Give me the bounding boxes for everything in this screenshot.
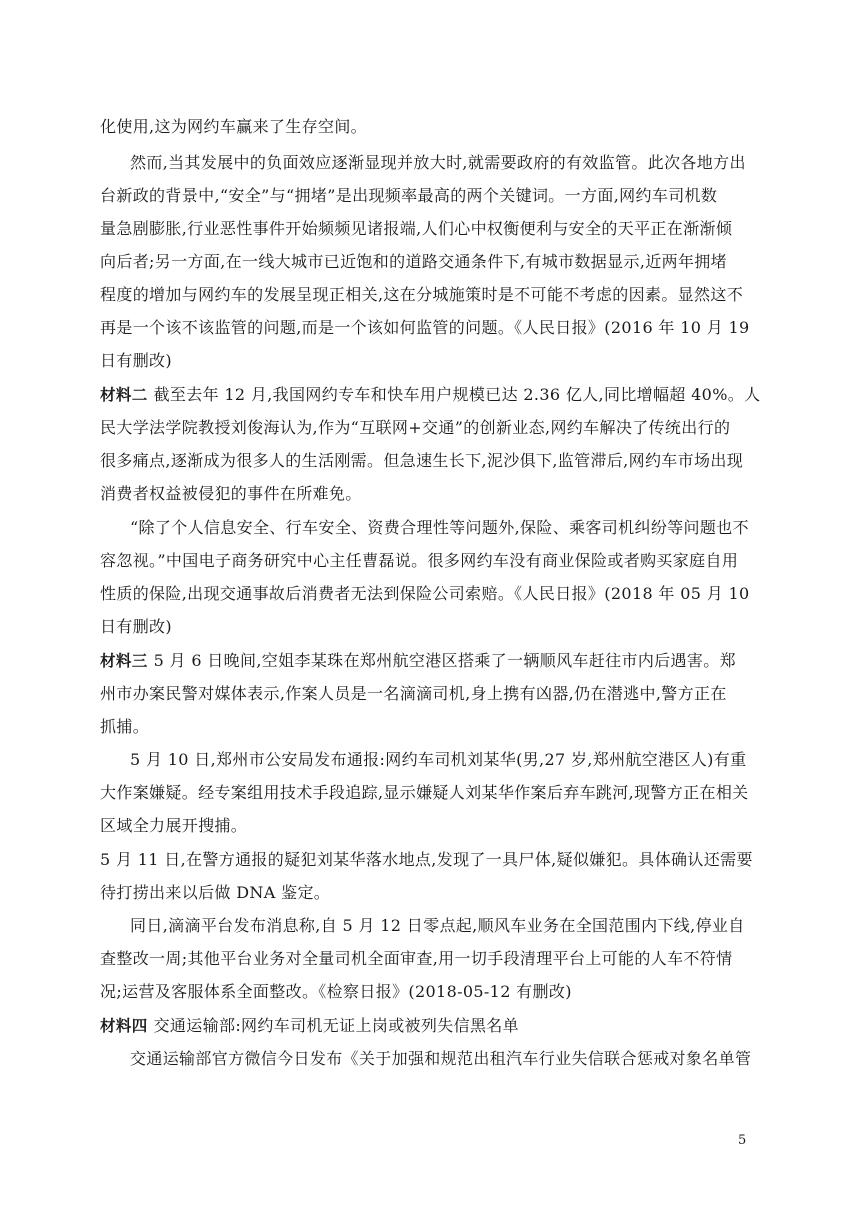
text-line: 大作案嫌疑。经专案组用技术手段追踪,显示嫌疑人刘某华作案后弃车跳河,现警方正在相关	[100, 783, 749, 802]
text-line: 化使用,这为网约车赢来了生存空间。	[100, 117, 368, 136]
text-line: 日有删改)	[100, 351, 172, 370]
text-line: 很多痛点,逐渐成为很多人的生活刚需。但急速生长下,泥沙俱下,监管滞后,网约车市场出现	[100, 451, 744, 470]
text-line: 日有删改)	[100, 617, 172, 636]
material-heading-4: 材料四 交通运输部:网约车司机无证上岗或被列失信黑名单	[100, 1016, 520, 1035]
text-line: 区域全力展开搜捕。	[100, 816, 248, 835]
page-number: 5	[738, 1133, 747, 1148]
material-label: 材料四	[100, 1017, 148, 1035]
material-heading-3: 材料三 5 月 6 日晚间,空姐李某珠在郑州航空港区搭乘了一辆顺风车赶往市内后遇害。郑	[100, 651, 736, 670]
text-line: “除了个人信息安全、行车安全、资费合理性等问题外,保险、乘客司机纠纷等问题也不	[130, 518, 749, 537]
text-line: 待打捞出来以后做 DNA 鉴定。	[100, 883, 331, 902]
text-line: 消费者权益被侵犯的事件在所难免。	[100, 484, 362, 503]
text-line: 台新政的背景中,“安全”与“拥堵”是出现频率最高的两个关键词。一方面,网约车司机数	[100, 186, 718, 205]
text-line: 再是一个该不该监管的问题,而是一个该如何监管的问题。《人民日报》(2016 年 10 月 19	[100, 318, 750, 337]
text-line: 查整改一周;其他平台业务对全量司机全面审查,用一切手段清理平台上可能的人车不符情	[100, 949, 733, 968]
text-line: 向后者;另一方面,在一线大城市已近饱和的道路交通条件下,有城市数据显示,近两年拥堵	[100, 252, 727, 271]
text-line: 民大学法学院教授刘俊海认为,作为“互联网+交通”的创新业态,网约车解决了传统出行的	[100, 418, 731, 437]
text-line: 性质的保险,出现交通事故后消费者无法到保险公司索赔。《人民日报》(2018 年 05 月 10	[100, 584, 750, 603]
text-line: 抓捕。	[100, 717, 150, 736]
material-label: 材料二	[100, 386, 148, 404]
text-line: 容忽视。”中国电子商务研究中心主任曹磊说。很多网约车没有商业保险或者购买家庭自用	[100, 551, 739, 570]
text-line: 然而,当其发展中的负面效应逐渐显现并放大时,就需要政府的有效监管。此次各地方出	[130, 153, 746, 172]
text-line: 州市办案民警对媒体表示,作案人员是一名滴滴司机,身上携有凶器,仍在潜逃中,警方正在	[100, 684, 727, 703]
text-line: 5 月 10 日,郑州市公安局发布通报:网约车司机刘某华(男,27 岁,郑州航空港区人)有重	[130, 750, 747, 769]
material-label: 材料三	[100, 652, 148, 670]
material-heading-2: 材料二 截至去年 12 月,我国网约专车和快车用户规模已达 2.36 亿人,同比增幅超 40%。人	[100, 385, 761, 404]
text-line: 况;运营及客服体系全面整改。《检察日报》(2018-05-12 有删改)	[100, 982, 572, 1001]
text-line: 交通运输部官方微信今日发布《关于加强和规范出租汽车行业失信联合惩戒对象名单管	[130, 1049, 752, 1068]
text-line: 5 月 11 日,在警方通报的疑犯刘某华落水地点,发现了一具尸体,疑似嫌犯。具体确认还需要	[100, 850, 753, 869]
text-line: 同日,滴滴平台发布消息称,自 5 月 12 日零点起,顺风车业务在全国范围内下线,停业自	[130, 916, 745, 935]
text-line: 程度的增加与网约车的发展呈现正相关,这在分城施策时是不可能不考虑的因素。显然这不	[100, 285, 744, 304]
text-line: 量急剧膨胀,行业恶性事件开始频频见诸报端,人们心中权衡便利与安全的天平正在渐渐倾	[100, 219, 733, 238]
